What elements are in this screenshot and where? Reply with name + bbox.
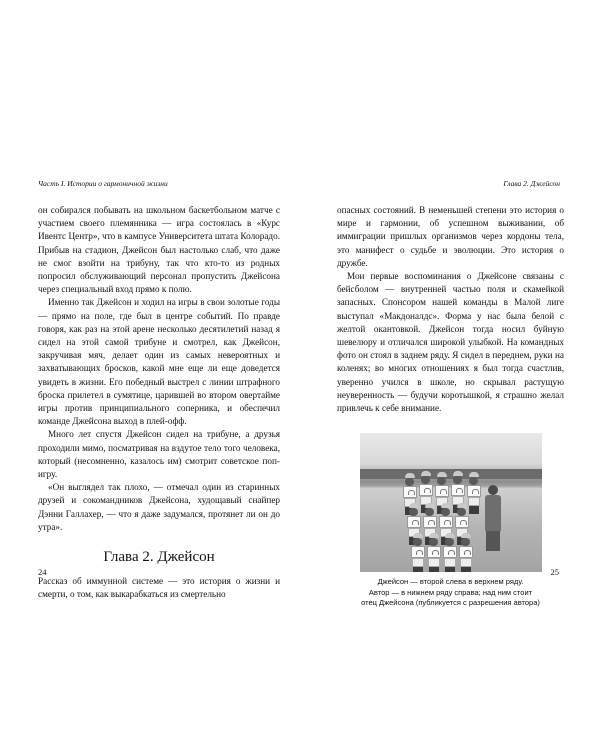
paragraph: «Он выглядел так плохо, — отмечал один из старинных друзей и сокомандников Джейсона, худощавый снайпер Дэнни Галлахер, — что я даже задумался, протянет ли он до утра».	[38, 482, 280, 532]
left-page-text	[38, 204, 280, 601]
player-figure	[443, 533, 457, 572]
running-head-right: Глава 2. Джейсон	[503, 179, 560, 188]
coach-figure	[485, 485, 501, 551]
right-page-text	[337, 204, 564, 609]
paragraph: Мои первые воспоминания о Джейсоне связаны с бейсболом — внутренней частью поля и скамейкой запасных. Спонсором нашей команды в Малой лиге выступал «Макдоналдс». Форма у нас была белой с желтой окантовкой. Джейсон тогда носил буйную шевелюру и отличался широкой улыбкой. На командных фото он стоял в заднем ряду. Я сидел в переднем, руки на коленях; во многих отношениях я был тогда счастлив, уверенно учился в школе, но скрывал растущую неуверенность — будучи коротышкой, я страшно желал привлечь к себе внимание.	[337, 271, 564, 414]
player-figure	[459, 533, 473, 572]
paragraph: Много лет спустя Джейсон сидел на трибуне, а друзья проходили мимо, посматривая на вздутое тело того человека, который (несомненно, казалось им) смотрит советское поп-игру.	[38, 429, 280, 480]
caption-line: отец Джейсона (публикуется с разрешения автора)	[361, 598, 540, 608]
player-figure	[427, 533, 441, 572]
caption-line: Джейсон — второй слева в верхнем ряду.	[377, 577, 524, 587]
paragraph: Рассказ об иммунной системе — это история о жизни и смерти, о том, как выкарабкаться из смертельно	[38, 576, 280, 600]
paragraph: он собирался побывать на школьном баскетбольном матче с участием своего племянника — игра состоялась в «Курс Ивентс Центр», что в кампусе Университета штата Колорадо. Прибыв на стадион, Джейсон был настолько слаб, что даже не смог взойти на трибуну, так что кто-то из родных попросил обслуживающий персонал пропустить Джейсона через специальный вход прямо к полю.	[38, 205, 280, 295]
page-number-right: 25	[550, 567, 559, 577]
paragraph: Именно так Джейсон и ходил на игры в свои золотые годы — прямо на поле, где был в центре событий. По правде говоря, как раз на этой арене несколько десятилетий назад я сидел на этой самой трибуне и смотрел, как Джейсон, закручивая мяч, делает один из самых невероятных и захватывающих бросков, какой мне еще ли еще доведется увидеть в жизни. Его победный выстрел с линии штрафного броска прилетел в сумятице, царившей во втором овертайме игры против принципиального соперника, и обеспечил команде Джейсона выход в плей-офф.	[38, 297, 280, 427]
player-figure	[411, 533, 425, 572]
page-number-left: 24	[38, 567, 47, 577]
player-figure	[467, 472, 481, 514]
team-photo	[360, 433, 542, 572]
photo-caption	[337, 577, 564, 609]
chapter-heading: Глава 2. Джейсон	[103, 549, 215, 566]
caption-line: Автор — в нижнем ряду справа; над ним стоит	[368, 587, 533, 597]
paragraph: опасных состояний. В неменьшей степени это история о мире и гармонии, об успешном выживании, об иммиграции пришлых организмов через кордоны тела, это манифест о судьбе и эволюции. Это история о дружбе.	[337, 205, 564, 268]
running-head-left: Часть I. Истории о гармоничной жизни	[38, 179, 168, 188]
